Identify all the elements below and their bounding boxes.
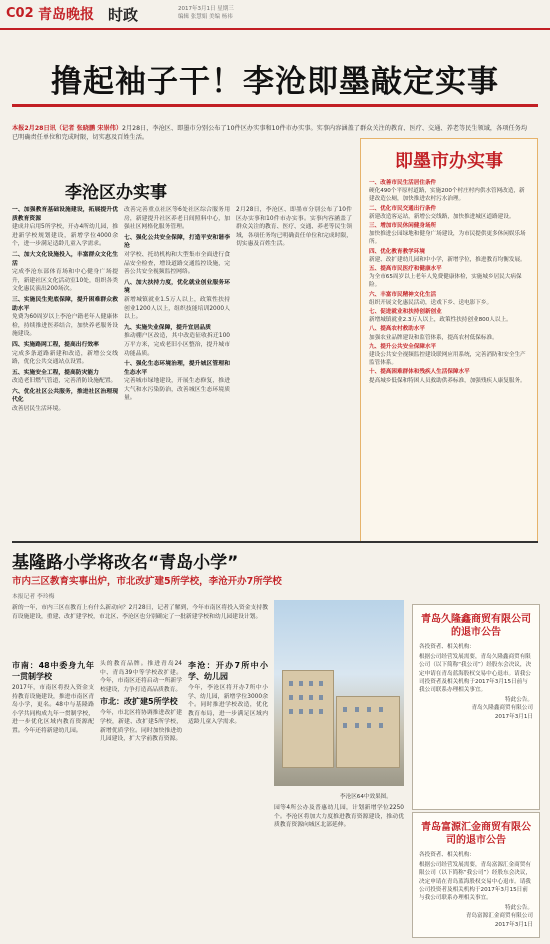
school-subtitle-shibei: 市北：改扩建5所学校 [100, 697, 178, 707]
jimo-item-heading: 二、优化市民交通出行条件 [369, 205, 437, 212]
jimo-item-text: 提高城乡低保和特困人员救助供养标准，加强残疾人康复服务。 [369, 377, 526, 384]
jimo-body [369, 179, 529, 535]
lead-text: 2月28日，李沧区、即墨市分别公布了10件区办实事和10件市办实事。实事内容涵盖了群众关注的教育、医疗、交通、养老等民生领域，各项任务均已明确责任单位和完成时限，切实惠及百姓生活。 [12, 125, 528, 141]
jimo-item-text: 加强农业品牌建设和监管体系，提高农村低保标准。 [369, 334, 498, 341]
licang-item-heading: 一、加强教育基础设施建设，拓展提升优质教育资源 [12, 207, 118, 222]
jimo-item-heading: 五、提高市民医疗和健康水平 [369, 266, 442, 273]
notice-signature [419, 696, 533, 721]
delisting-notice-1 [412, 604, 540, 810]
building-shape [336, 696, 400, 768]
school-lead [12, 604, 268, 656]
school-text: 今年，市北区将协调推进改扩建学校，新建、改扩建5所学校，新增优质学位。同时加快推进幼儿园建设，扩大学前教育资源。 [100, 710, 182, 743]
licang-item-text: 推动棚户区改造，其中改造征收拆迁100万平方米，完成老旧小区整治，提升城市功能品质。 [124, 333, 230, 357]
licang-item-text: 建成并启用5所学校，开办4所幼儿园，推进新学校规划建设，新增学位4000余个，进一步满足适龄儿童入学需求。 [12, 224, 118, 248]
jimo-sidebar [360, 138, 538, 542]
photo-caption: 李沧区64中效果图。 [340, 794, 392, 800]
notice-salutation: 各投资者、相关机构： [419, 644, 475, 650]
main-headline: 撸起袖子干！李沧即墨敲定实事 [51, 64, 499, 100]
section-title: 时政 [108, 6, 139, 24]
school-byline: 本报记者 李玲梅 [12, 594, 55, 600]
licang-item-text: 完善城市绿地建设，开展生态修复，推进大气和水污染防治，改善城区生态环境质量。 [124, 378, 230, 402]
school-text: 头的教育品牌。推进青岛24中、青岛39中等学校改扩建。今年，市南区还将启动一所新学校建设，力争打造高品质教育。 [100, 661, 182, 693]
school-text: 园等4所公办及普惠幼儿园，计划新增学位2250个。李沧区将加大力度推进教育资源建设，推动优质教育资源向城区北部延伸。 [274, 805, 404, 829]
licang-item-heading: 六、优化社区公共服务，推进社区治理现代化 [12, 388, 118, 404]
licang-item-text: 改造老旧燃气管道，完善消防设施配置。 [12, 378, 117, 385]
licang-item-heading: 二、加大文化设施投入，丰富群众文化生活 [12, 251, 118, 267]
notice-title: 青岛富源汇金商贸有限公司的退市公告 [421, 822, 531, 846]
school-text: 今年，李沧区将开办7所中小学、幼儿园，新增学位3000余个。同时推进学校改造，优化教育布局，进一步满足区域内适龄儿童入学需求。 [188, 685, 268, 726]
school-subtitle-shinan: 市南：48中委身九年一贯制学校 [12, 661, 94, 681]
jimo-item-text: 硬化490个平原村道路，实施200个村庄村内供水管网改造，新建改造公厕，加快推进农村污水治理。 [369, 188, 525, 203]
notice-title: 青岛久隆鑫商贸有限公司的退市公告 [421, 614, 531, 638]
school-text: 2017年，市南区将投入资金支持教育设施建设，推进市南区青岛小学，更名。48中与基隆路小学共同构成九年一贯制学校，进一步优化区域内教育资源配置。今年还将新建幼儿园。 [12, 685, 94, 734]
jimo-item-text: 建设公共安全视频监控建设联网应用系统，完善消防和安全生产监管体系。 [369, 352, 526, 367]
editor-credits: 编辑 张慧娟 美编 杨祎 [178, 14, 233, 20]
notice-text: 根据公司经营发展需要，青岛久隆鑫商贸有限公司（以下简称“我公司”）经股东会决议，决定申请在青岛蓝海股权交易中心退市。请我公司投资者及相关机构于2017年3月15日前与我公司联系办理相关事宜。 [419, 654, 532, 694]
building-shape [282, 670, 334, 768]
school-column-2 [100, 660, 182, 940]
headline-rule [12, 104, 538, 107]
jimo-item-text: 新增城镇就业2.3万人以上，政策性扶持创业800人以上。 [369, 317, 512, 324]
licang-item-text: 改善完善重点社区等6处社区综合服务用房，新建提升社区养老日间照料中心，加强社区网格化服务管理。 [124, 207, 230, 231]
jimo-item-heading: 六、丰富市民精神文化生活 [369, 291, 437, 298]
notice-salutation: 各投资者、相关机构： [419, 852, 475, 858]
jimo-item-text: 新建、改扩建幼儿园和中小学，新增学位，推进教育均衡发展。 [369, 256, 526, 263]
jimo-item-text: 新建改造客运站，新增公交线路，加快推进城区道路建设。 [369, 213, 515, 220]
jimo-item-heading: 三、增加市民休闲健身场所 [369, 223, 437, 230]
masthead-meta [178, 5, 234, 21]
licang-column-2 [124, 206, 230, 536]
licang-item-heading: 三、实施民生兜底保障，提升困难群众救助水平 [12, 296, 118, 312]
notice-date: 2017年3月1日 [494, 921, 533, 928]
school-lead-text: 新的一年，市内三区在教育上有什么新动向？2月28日，记者了解到，今年市南区将投入资金支持教育设施建设，重建、改扩建学校，市北区、李沧区也分别确定了一批新建学校和幼儿园建设计划。 [12, 605, 268, 620]
licang-section-title: 李沧区办实事 [65, 183, 167, 203]
licang-item-heading: 十、强化生态环境治理，提升城区管理和生态水平 [124, 361, 230, 376]
masthead [0, 0, 550, 30]
jimo-item-text: 组织开展文化惠民活动，送戏下乡、送电影下乡。 [369, 299, 493, 306]
lead-tag: 本报2月28日讯（记者 张晓鹏 宋崇伟） [12, 125, 123, 132]
newspaper-logo: 青岛晚报 [38, 7, 94, 23]
jimo-section-title: 即墨市办实事 [395, 151, 503, 172]
notice-text: 根据公司经营发展需要，青岛富源汇金商贸有限公司（以下简称“我公司”）经股东会决议，决定申请在青岛蓝海股权交易中心退市。请我公司投资者及相关机构于2017年3月15日前与我公司联系办理相关事宜。 [419, 862, 532, 902]
notice-date: 2017年3月1日 [494, 713, 533, 720]
licang-item-text: 改善居民生活环境。 [12, 406, 65, 413]
licang-item-text: 免费为60周岁以上李沧户籍老年人健康体检，持续推进医养结合，加快养老服务设施建设。 [12, 314, 118, 338]
jimo-item-heading: 十、提高困难群体和残疾人生活保障水平 [369, 369, 470, 376]
school-subtitle-licang: 李沧：开办7所中小学、幼儿园 [188, 661, 268, 681]
licang-item-heading: 五、实施安全工程，提高防灾能力 [12, 369, 99, 376]
notice-company: 青岛久隆鑫商贸有限公司 [471, 705, 533, 712]
school-column-3 [188, 660, 268, 940]
licang-item-text: 完成多条道路新建和改造，新增公交线路，优化公共交通站点设置。 [12, 350, 118, 366]
licang-item-text: 2月28日，李沧区、即墨市分别公布了10件区办实事和10件市办实事。实事内容涵盖了群众关注的教育、医疗、交通、养老等民生领域，各项任务均已明确责任单位和完成时限，切实惠及百姓生活。 [236, 207, 352, 248]
delisting-notice-2 [412, 812, 540, 938]
licang-item-heading: 四、实施路网工程，提高出行效率 [12, 341, 99, 348]
licang-item-heading: 九、实施失业保障，提升宜居品质 [124, 324, 211, 331]
page-number: C02 [6, 6, 34, 21]
jimo-item-text: 为全市65周岁以上老年人免费健康体检，实施城乡居民大病保险。 [369, 274, 522, 289]
licang-column-3 [236, 206, 352, 536]
issue-date: 2017年3月1日 星期三 [178, 6, 234, 12]
notice-closing: 特此公告。 [505, 697, 533, 704]
notice-signature [419, 904, 533, 929]
school-headline: 基隆路小学将改名“青岛小学” [12, 553, 239, 573]
school-column-1 [12, 660, 94, 940]
licang-column-1 [12, 206, 118, 536]
jimo-item-heading: 八、提高农村救助水平 [369, 326, 425, 333]
school-subhead: 市内三区教育实事出炉，市北改扩建5所学校，李沧开办7所学校 [12, 576, 282, 587]
school-rendering-photo [274, 600, 404, 786]
notice-company: 青岛富源汇金商贸有限公司 [465, 913, 533, 920]
licang-item-heading: 八、加大扶持力度，优化就业创业服务环境 [124, 279, 230, 295]
school-column-5 [274, 804, 404, 940]
notice-closing: 特此公告。 [505, 905, 533, 912]
licang-item-heading: 七、强化公共安全保障，打造平安和谐李沧 [124, 234, 230, 250]
notice-body [419, 643, 533, 694]
notice-body [419, 851, 533, 902]
jimo-item-text: 加快推进公园绿地和健身广场建设，为市民提供更多休闲娱乐场所。 [369, 231, 526, 246]
jimo-item-heading: 一、改善市民生活居住条件 [369, 180, 437, 186]
licang-item-text: 对学校、托幼机构和大型集市全面进行食品安全检查，增设道路交通监控设施，完善公共安全视频监控网络。 [124, 251, 230, 276]
licang-item-text: 完成李沧东部体育场和中心健身广场提升，新建社区文化活动室10处，组织各类文化惠民演出200场次。 [12, 269, 118, 293]
jimo-item-heading: 七、促进就业和扶持创新创业 [369, 309, 442, 316]
jimo-item-heading: 九、提升公共安全保障水平 [369, 343, 437, 350]
licang-item-text: 新增城镇就业1.5万人以上，政策性扶持创业1200人以上，组织技能培训2000人以上。 [124, 296, 230, 321]
jimo-item-heading: 四、优化教育教学环境 [369, 248, 425, 255]
section-separator [12, 541, 538, 543]
